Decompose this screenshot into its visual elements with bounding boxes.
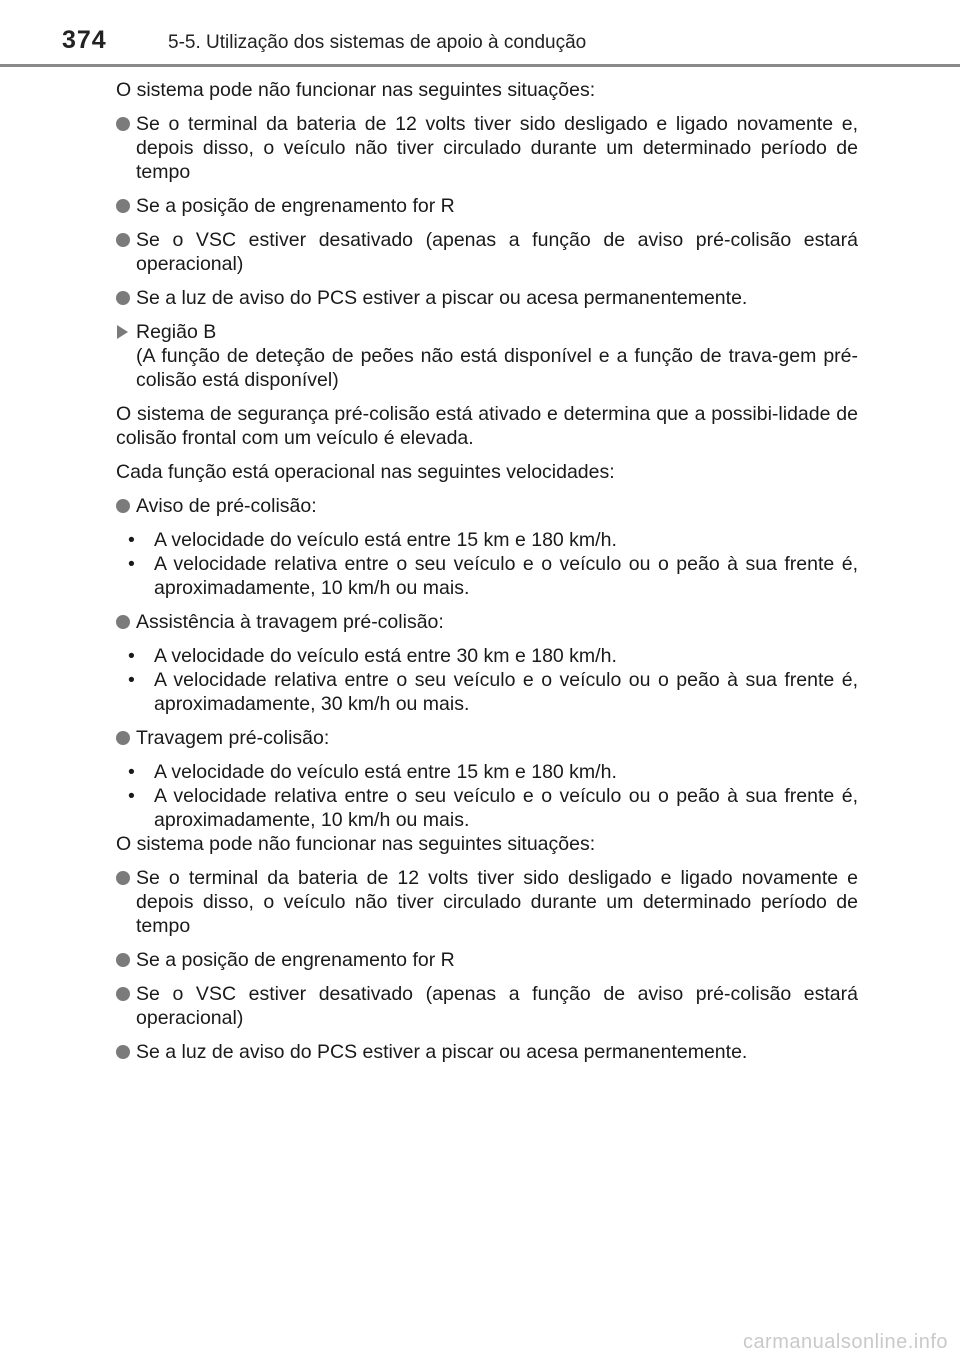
paragraph: Cada função está operacional nas seguintes velocidades: — [116, 461, 615, 483]
sub-item-text: A velocidade do veículo está entre 15 km e 180 km/h. — [154, 529, 617, 551]
bullet-item — [116, 228, 858, 276]
sub-item — [128, 644, 858, 668]
bullet-item — [116, 866, 858, 938]
site-watermark: carmanualsonline.info — [742, 1331, 948, 1353]
sub-list — [116, 760, 858, 832]
sub-item-text: A velocidade relativa entre o seu veículo e o veículo ou o peão à sua frente é, aproximadamente, 10 km/h ou mais. — [154, 785, 858, 831]
paragraph: O sistema pode não funcionar nas seguintes situações: — [116, 79, 596, 101]
sub-list — [116, 644, 858, 716]
bullet-text: Travagem pré-colisão: — [136, 727, 330, 749]
bullet-dot-icon — [116, 1045, 130, 1059]
header-divider — [0, 64, 960, 67]
bullet-item — [116, 1040, 858, 1064]
bullet-item — [116, 726, 858, 750]
sub-bullet-mark: • — [128, 529, 135, 551]
bullet-dot-icon — [116, 871, 130, 885]
paragraph: O sistema pode não funcionar nas seguintes situações: — [116, 833, 596, 855]
bullet-dot-icon — [116, 499, 130, 513]
bullet-text: Se o VSC estiver desativado (apenas a função de aviso pré-colisão estará operacional) — [136, 229, 858, 275]
bullet-dot-icon — [116, 731, 130, 745]
sub-list — [116, 528, 858, 600]
bullet-text: Assistência à travagem pré-colisão: — [136, 611, 444, 633]
bullet-text: Se a posição de engrenamento for R — [136, 195, 455, 217]
page-header — [0, 0, 960, 68]
bullet-item — [116, 194, 858, 218]
region-title: Região B — [136, 321, 217, 343]
bullet-dot-icon — [116, 615, 130, 629]
region-heading — [116, 320, 858, 392]
bullet-text: Se o terminal da bateria de 12 volts tiver sido desligado e ligado novamente e, depois disso, o veículo não tiver circulado durante um determinado período de tempo — [136, 113, 858, 183]
bullet-text: Se o VSC estiver desativado (apenas a função de aviso pré-colisão estará operacional) — [136, 983, 858, 1029]
sub-bullet-mark: • — [128, 645, 135, 667]
sub-item-text: A velocidade relativa entre o seu veículo e o veículo ou o peão à sua frente é, aproximadamente, 10 km/h ou mais. — [154, 553, 858, 599]
sub-bullet-mark: • — [128, 669, 135, 691]
page-number: 374 — [62, 26, 107, 54]
bullet-item — [116, 982, 858, 1030]
sub-item — [128, 528, 858, 552]
bullet-dot-icon — [116, 199, 130, 213]
section-title: 5-5. Utilização dos sistemas de apoio à condução — [168, 32, 587, 53]
sub-item — [128, 668, 858, 716]
bullet-item — [116, 948, 858, 972]
page-body — [116, 78, 858, 1074]
bullet-dot-icon — [116, 987, 130, 1001]
sub-bullet-mark: • — [128, 785, 135, 807]
bullet-dot-icon — [116, 953, 130, 967]
bullet-item — [116, 610, 858, 634]
sub-item-text: A velocidade do veículo está entre 15 km e 180 km/h. — [154, 761, 617, 783]
bullet-text: Se a luz de aviso do PCS estiver a piscar ou acesa permanentemente. — [136, 287, 748, 309]
bullet-item — [116, 286, 858, 310]
bullet-text: Aviso de pré-colisão: — [136, 495, 317, 517]
sub-item — [128, 760, 858, 784]
bullet-item — [116, 494, 858, 518]
bullet-item — [116, 112, 858, 184]
sub-item-text: A velocidade relativa entre o seu veículo e o veículo ou o peão à sua frente é, aproximadamente, 30 km/h ou mais. — [154, 669, 858, 715]
paragraph: O sistema de segurança pré-colisão está ativado e determina que a possibi-lidade de colisão frontal com um veículo é elevada. — [116, 403, 858, 449]
sub-bullet-mark: • — [128, 761, 135, 783]
bullet-text: Se a luz de aviso do PCS estiver a piscar ou acesa permanentemente. — [136, 1041, 748, 1063]
sub-item — [128, 552, 858, 600]
bullet-text: Se o terminal da bateria de 12 volts tiver sido desligado e ligado novamente e depois disso, o veículo não tiver circulado durante um determinado período de tempo — [136, 867, 858, 937]
bullet-dot-icon — [116, 291, 130, 305]
sub-item — [128, 784, 858, 832]
triangle-arrow-icon — [117, 325, 128, 339]
sub-item-text: A velocidade do veículo está entre 30 km e 180 km/h. — [154, 645, 617, 667]
bullet-dot-icon — [116, 233, 130, 247]
sub-bullet-mark: • — [128, 553, 135, 575]
region-note: (A função de deteção de peões não está disponível e a função de trava-gem pré-colisão está disponível) — [136, 345, 858, 391]
bullet-text: Se a posição de engrenamento for R — [136, 949, 455, 971]
bullet-dot-icon — [116, 117, 130, 131]
